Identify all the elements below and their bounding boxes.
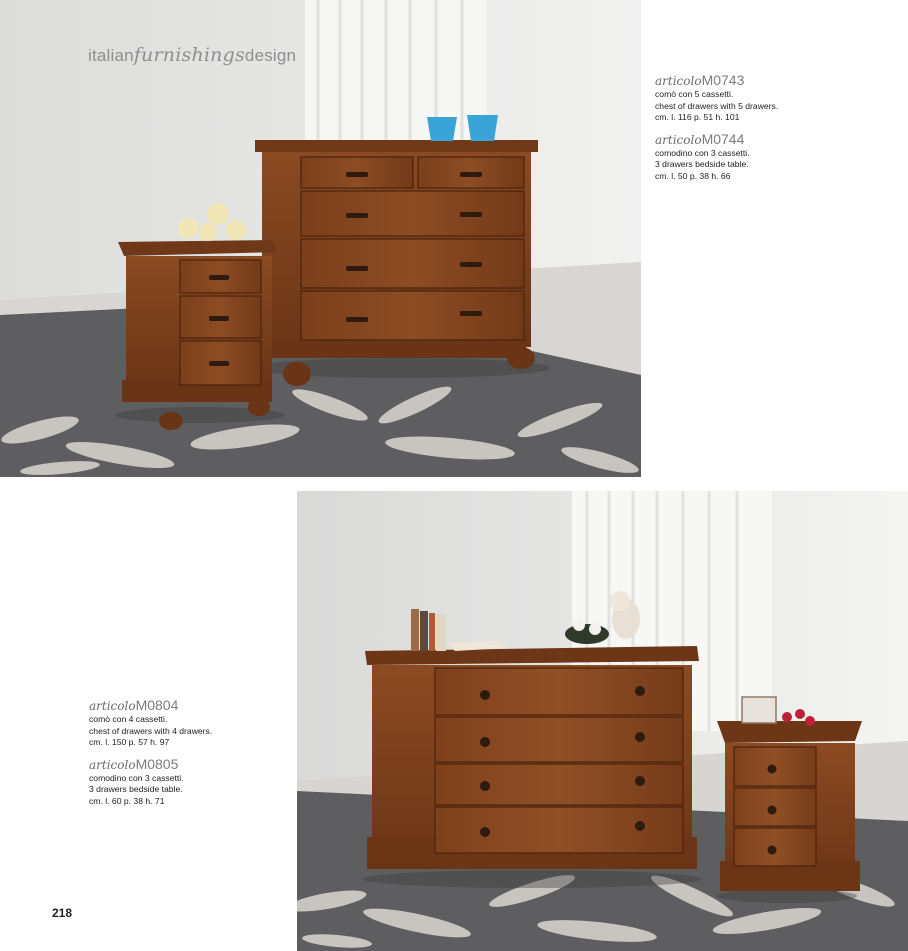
product-photo-bottom bbox=[297, 491, 908, 951]
dimensions: cm. l. 50 p. 38 h. 66 bbox=[655, 170, 731, 181]
article-label: articolo bbox=[655, 74, 702, 88]
product-spec-m0744 bbox=[655, 131, 778, 183]
description-it: comò con 5 cassetti. bbox=[655, 89, 734, 99]
brand-suffix: design bbox=[244, 46, 297, 65]
product-spec-m0805 bbox=[89, 756, 212, 808]
description-en: chest of drawers with 5 drawers. bbox=[655, 100, 779, 111]
article-label: articolo bbox=[89, 699, 136, 713]
article-code: M0805 bbox=[135, 755, 179, 772]
description-en: 3 drawers bedside table. bbox=[655, 159, 749, 169]
brand-logo bbox=[88, 44, 296, 66]
article-label: articolo bbox=[89, 757, 136, 772]
article-code: M0743 bbox=[701, 72, 745, 88]
description-it: comodino con 3 cassetti. bbox=[89, 772, 184, 783]
product-code bbox=[89, 756, 212, 773]
article-label: articolo bbox=[655, 132, 702, 147]
page-number: 218 bbox=[52, 906, 73, 920]
product-specs-bottom bbox=[89, 697, 212, 814]
article-code: M0744 bbox=[701, 130, 745, 147]
product-spec-m0743 bbox=[655, 72, 778, 124]
product-photo-top bbox=[0, 0, 641, 477]
dimensions: cm. l. 116 p. 51 h. 101 bbox=[655, 112, 740, 122]
description-it: comò con 4 cassetti. bbox=[89, 714, 168, 724]
product-code bbox=[655, 131, 778, 148]
dimensions: cm. l. 60 p. 38 h. 71 bbox=[89, 795, 165, 806]
article-code: M0804 bbox=[135, 697, 179, 713]
description-en: chest of drawers with 4 drawers. bbox=[89, 725, 213, 736]
brand-script: furnishings bbox=[133, 44, 245, 66]
description-it: comodino con 3 cassetti. bbox=[655, 147, 750, 158]
brand-prefix: italian bbox=[88, 46, 134, 65]
product-code bbox=[89, 697, 212, 714]
product-code bbox=[655, 72, 778, 89]
product-spec-m0804 bbox=[89, 697, 212, 749]
dimensions: cm. l. 150 p. 57 h. 97 bbox=[89, 737, 170, 747]
product-specs-top bbox=[655, 72, 778, 189]
description-en: 3 drawers bedside table. bbox=[89, 784, 183, 794]
